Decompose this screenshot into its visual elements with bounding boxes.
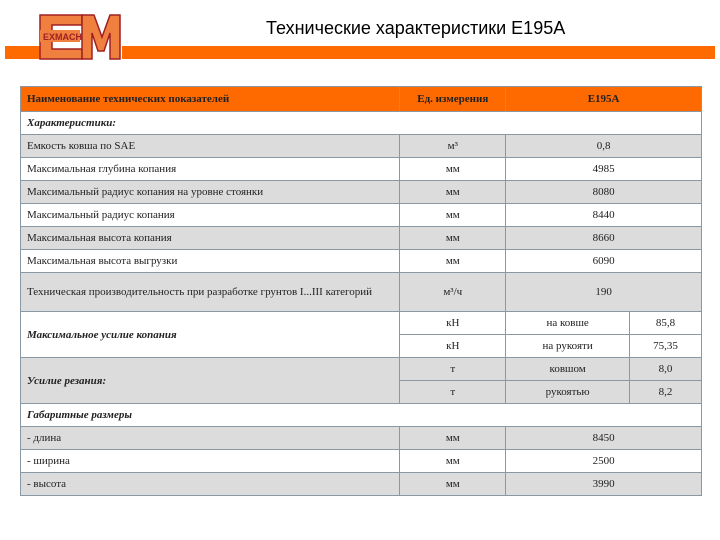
table-row [21, 473, 702, 496]
row-unit: кН [400, 335, 506, 358]
row-name: Техническая производительность при разработке грунтов I...III категорий [21, 273, 400, 312]
row-sublabel: ковшом [506, 358, 630, 381]
section-dimensions: Габаритные размеры [21, 404, 702, 427]
section-characteristics: Характеристики: [21, 112, 702, 135]
row-name: Усилие резания: [21, 358, 400, 404]
row-value: 8660 [506, 227, 702, 250]
table-row [21, 450, 702, 473]
row-unit: мм [400, 227, 506, 250]
table-row [21, 181, 702, 204]
row-value: 4985 [506, 158, 702, 181]
row-unit: мм [400, 181, 506, 204]
row-name: - высота [21, 473, 400, 496]
row-value: 0,8 [506, 135, 702, 158]
row-sublabel: на рукояти [506, 335, 630, 358]
row-value: 6090 [506, 250, 702, 273]
row-value: 85,8 [630, 312, 702, 335]
row-name: Максимальная глубина копания [21, 158, 400, 181]
table-row [21, 427, 702, 450]
row-value: 8,0 [630, 358, 702, 381]
row-name: Максимальная высота копания [21, 227, 400, 250]
row-value: 8440 [506, 204, 702, 227]
table-row [21, 358, 702, 381]
exmach-logo [38, 13, 122, 61]
row-unit: т [400, 358, 506, 381]
header-name: Наименование технических показателей [21, 87, 400, 112]
header-model: E195A [506, 87, 702, 112]
row-unit: т [400, 381, 506, 404]
table-header [21, 87, 702, 112]
row-name: Емкость ковша по SAE [21, 135, 400, 158]
row-value: 8080 [506, 181, 702, 204]
row-name: - ширина [21, 450, 400, 473]
table-row [21, 273, 702, 312]
table-row [21, 158, 702, 181]
row-unit: мм [400, 450, 506, 473]
row-value: 8,2 [630, 381, 702, 404]
row-unit: мм [400, 158, 506, 181]
svg-text:EXMACH: EXMACH [43, 32, 83, 42]
row-name: - длина [21, 427, 400, 450]
table-row [21, 204, 702, 227]
table-row [21, 250, 702, 273]
row-name: Максимальный радиус копания на уровне стоянки [21, 181, 400, 204]
header-unit: Ед. измерения [400, 87, 506, 112]
row-unit: мм [400, 250, 506, 273]
row-unit: мм [400, 204, 506, 227]
row-value: 3990 [506, 473, 702, 496]
row-unit: мм [400, 473, 506, 496]
header-bar-right [122, 46, 715, 59]
row-unit: кН [400, 312, 506, 335]
row-unit: мм [400, 427, 506, 450]
row-value: 8450 [506, 427, 702, 450]
row-name: Максимальный радиус копания [21, 204, 400, 227]
table-row [21, 227, 702, 250]
page-title: Технические характеристики E195A [266, 18, 566, 38]
row-name: Максимальное усилие копания [21, 312, 400, 358]
table-row [21, 135, 702, 158]
row-sublabel: на ковше [506, 312, 630, 335]
specs-table [20, 86, 702, 496]
row-sublabel: рукоятью [506, 381, 630, 404]
row-unit: м³/ч [400, 273, 506, 312]
row-value: 190 [506, 273, 702, 312]
table-row [21, 312, 702, 335]
row-name: Максимальная высота выгрузки [21, 250, 400, 273]
row-unit: м³ [400, 135, 506, 158]
row-value: 75,35 [630, 335, 702, 358]
row-value: 2500 [506, 450, 702, 473]
